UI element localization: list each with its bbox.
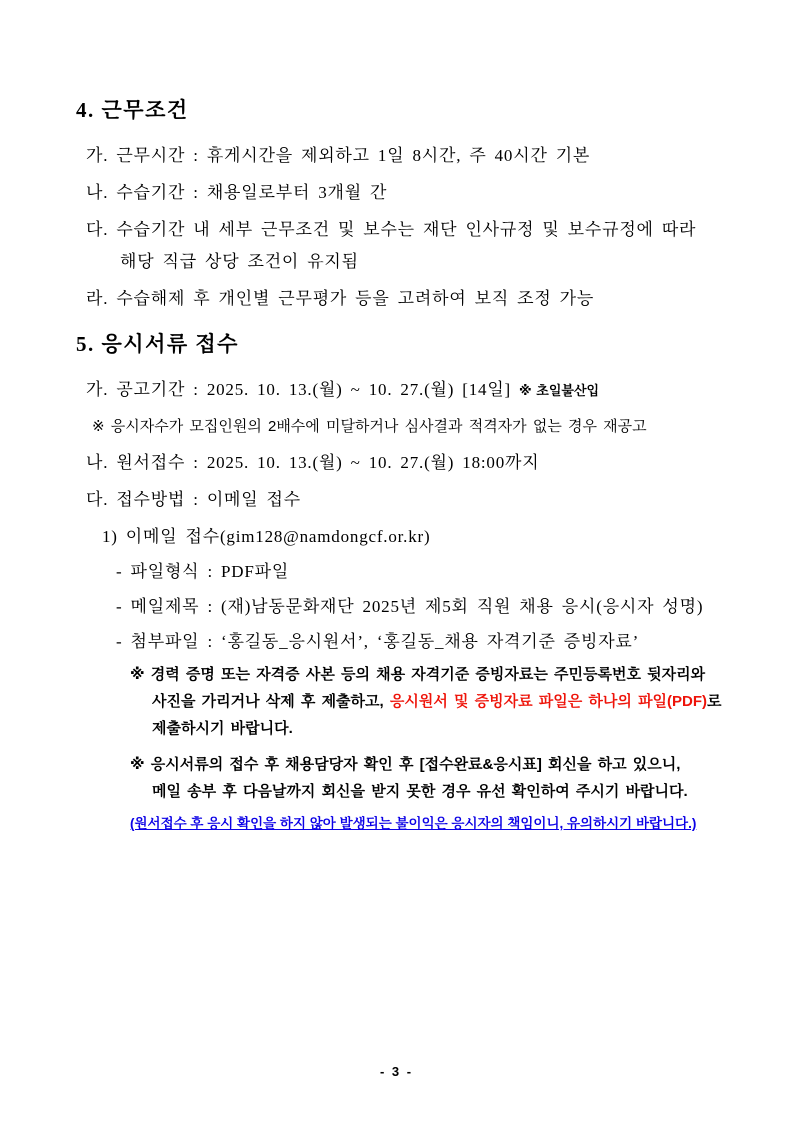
caution-line: (원서접수 후 응시 확인을 하지 않아 발생되는 불이익은 응시자의 책임이니, 유의하시기 바랍니다.) bbox=[130, 816, 697, 831]
section-5-title: 5. 응시서류 접수 bbox=[76, 332, 239, 356]
method-line: 다. 접수방법 : 이메일 접수 bbox=[86, 490, 301, 509]
submission-note bbox=[76, 661, 725, 742]
submission-note-line2-post: 로 bbox=[707, 693, 722, 710]
submission-note-line1: ※ 경력 증명 또는 자격증 사본 등의 채용 자격기준 증빙자료는 주민등록번호 뒷자리와 bbox=[130, 666, 706, 683]
notice-period-suffix: ※ 초일불산입 bbox=[519, 383, 600, 398]
probation-conditions-line: 다. 수습기간 내 세부 근무조건 및 보수는 재단 인사규정 및 보수규정에 따라 해당 직급 상당 조건이 유지됨 bbox=[86, 220, 697, 271]
attachments-line: - 첨부파일 : ‘홍길동_응시원서’, ‘홍길동_채용 자격기준 증빙자료’ bbox=[116, 632, 640, 651]
section-4-title: 4. 근무조건 bbox=[76, 98, 189, 122]
reply-note bbox=[76, 751, 725, 805]
page-number: - 3 - bbox=[379, 1064, 414, 1079]
renotice-note-line: ※ 응시자수가 모집인원의 2배수에 미달하거나 심사결과 적격자가 없는 경우 재공고 bbox=[92, 418, 647, 435]
mail-subject-line: - 메일제목 : (재)남동문화재단 2025년 제5회 직원 채용 응시(응시자 성명) bbox=[116, 597, 704, 616]
application-period-line: 나. 원서접수 : 2025. 10. 13.(월) ~ 10. 27.(월) 18:00까지 bbox=[86, 453, 540, 472]
submission-note-highlight: 응시원서 및 증빙자료 파일은 하나의 파일(PDF) bbox=[389, 693, 708, 710]
document-content bbox=[76, 97, 725, 834]
email-line: 1) 이메일 접수(gim128@namdongcf.or.kr) bbox=[102, 527, 431, 546]
reply-note-line1: ※ 응시서류의 접수 후 채용담당자 확인 후 [접수완료&응시표] 회신을 하고 있으니, bbox=[130, 756, 681, 773]
file-format-line: - 파일형식 : PDF파일 bbox=[116, 562, 290, 581]
post-probation-line: 라. 수습해제 후 개인별 근무평가 등을 고려하여 보직 조정 가능 bbox=[86, 289, 595, 308]
reply-note-line2: 메일 송부 후 다음날까지 회신을 받지 못한 경우 유선 확인하여 주시기 바랍니다. bbox=[152, 783, 688, 800]
notice-period-text: 가. 공고기간 : 2025. 10. 13.(월) ~ 10. 27.(월) [14일] bbox=[86, 380, 512, 399]
probation-period-line: 나. 수습기간 : 채용일로부터 3개월 간 bbox=[86, 183, 388, 202]
submission-note-line2-pre: 사진을 가리거나 삭제 후 제출하고, bbox=[152, 693, 390, 710]
work-hours-line: 가. 근무시간 : 휴게시간을 제외하고 1일 8시간, 주 40시간 기본 bbox=[86, 146, 591, 165]
notice-period-line bbox=[76, 374, 725, 407]
submission-note-line3: 제출하시기 바랍니다. bbox=[152, 720, 293, 737]
